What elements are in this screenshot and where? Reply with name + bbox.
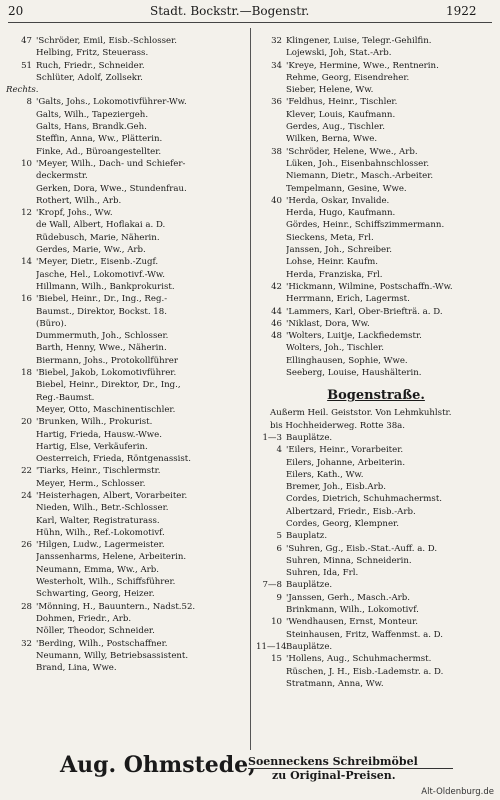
directory-entry bbox=[6, 490, 247, 502]
directory-entry bbox=[256, 293, 496, 305]
resident-text: 'Kreye, Hermine, Wwe., Rentnerin. bbox=[286, 60, 439, 71]
resident-text: Meyer, Herm., Schlosser. bbox=[36, 478, 146, 489]
house-number: 9 bbox=[276, 592, 282, 603]
resident-text: Bauplätze. bbox=[286, 641, 333, 652]
house-number: 44 bbox=[271, 306, 282, 317]
resident-text: Herda, Franziska, Frl. bbox=[286, 269, 383, 280]
header-rule bbox=[8, 22, 492, 23]
directory-entry bbox=[256, 342, 496, 354]
directory-entry bbox=[256, 84, 496, 96]
directory-entry bbox=[6, 625, 247, 637]
directory-entry bbox=[6, 170, 247, 182]
resident-text: 'Meyer, Dietr., Eisenb.-Zugf. bbox=[36, 257, 159, 268]
directory-entry bbox=[256, 506, 496, 518]
resident-text: 'Brunken, Wilh., Prokurist. bbox=[36, 417, 153, 428]
resident-text: 'Mönning, H., Bauuntern., Nadst.52. bbox=[36, 601, 196, 612]
directory-entry bbox=[256, 121, 496, 133]
directory-entry bbox=[256, 653, 496, 665]
directory-entry bbox=[256, 146, 496, 158]
resident-text: Eilers, Johanne, Arbeiterin. bbox=[286, 457, 406, 468]
directory-entry bbox=[256, 555, 496, 567]
directory-entry bbox=[256, 35, 496, 47]
resident-text: 'Feldhus, Heinr., Tischler. bbox=[286, 97, 398, 108]
directory-entry bbox=[6, 244, 247, 256]
house-number: 36 bbox=[271, 97, 282, 108]
directory-entry bbox=[256, 96, 496, 108]
advertisement bbox=[60, 752, 470, 786]
resident-text: Cordes, Dietrich, Schuhmachermst. bbox=[286, 494, 443, 505]
resident-text: Klever, Louis, Kaufmann. bbox=[286, 109, 396, 120]
directory-entry bbox=[6, 318, 247, 330]
directory-entry bbox=[6, 465, 247, 477]
right-column-bottom-entries bbox=[256, 432, 496, 690]
resident-text: 'Schröder, Helene, Wwe., Arb. bbox=[286, 146, 418, 157]
directory-entry bbox=[256, 60, 496, 72]
house-number: 42 bbox=[271, 281, 282, 292]
directory-entry bbox=[6, 478, 247, 490]
directory-entry bbox=[6, 527, 247, 539]
directory-entry bbox=[6, 515, 247, 527]
resident-text: Dummermuth, Joh., Schlosser. bbox=[36, 331, 169, 342]
house-number: 7—8 bbox=[262, 580, 282, 591]
directory-entry bbox=[6, 392, 247, 404]
resident-text: 'Suhren, Gg., Eisb.-Stat.-Auff. a. D. bbox=[286, 543, 438, 554]
resident-text: Neumann, Emma, Ww., Arb. bbox=[36, 564, 160, 575]
resident-text: Sieber, Helene, Ww. bbox=[286, 85, 374, 96]
directory-entry bbox=[6, 441, 247, 453]
directory-entry bbox=[256, 579, 496, 591]
resident-text: Gerdes, Marie, Ww., Arb. bbox=[36, 245, 146, 256]
directory-entry bbox=[256, 678, 496, 690]
advertiser-name: Aug. Ohmstede, bbox=[60, 752, 256, 778]
directory-entry bbox=[6, 232, 247, 244]
resident-text: Nieden, Wilh., Betr.-Schlosser. bbox=[36, 503, 169, 514]
resident-text: Baumst., Direktor, Bockst. 18. bbox=[36, 306, 167, 317]
directory-entry bbox=[256, 629, 496, 641]
directory-entry bbox=[256, 219, 496, 231]
watermark: Alt-Oldenburg.de bbox=[421, 787, 494, 797]
resident-text: Wolters, Joh., Tischler. bbox=[286, 343, 385, 354]
house-number: 32 bbox=[21, 638, 32, 649]
resident-text: Biebel, Heinr., Direktor, Dr., Ing., bbox=[36, 380, 181, 391]
resident-text: Rüschen, J. H., Eisb.-Lademstr. a. D. bbox=[286, 666, 444, 677]
resident-text: Schlüter, Adolf, Zollsekr. bbox=[36, 72, 143, 83]
resident-text: 'Biebel, Heinr., Dr., Ing., Reg.- bbox=[36, 294, 168, 305]
resident-text: Suhren, Ida, Frl. bbox=[286, 568, 359, 579]
resident-text: Niemann, Dietr., Masch.-Arbeiter. bbox=[286, 171, 434, 182]
side-heading: Rechts. bbox=[6, 85, 39, 96]
directory-entry bbox=[256, 281, 496, 293]
house-number: 32 bbox=[271, 36, 282, 46]
directory-entry bbox=[6, 96, 247, 108]
directory-entry bbox=[256, 481, 496, 493]
section-note-line-2: bis Hochheiderweg. Rotte 38a. bbox=[270, 420, 406, 431]
directory-entry bbox=[256, 457, 496, 469]
directory-entry bbox=[6, 379, 247, 391]
directory-entry bbox=[6, 306, 247, 318]
house-number: 10 bbox=[271, 617, 282, 628]
resident-text: Ruch, Friedr., Schneider. bbox=[36, 60, 145, 71]
directory-entry bbox=[6, 613, 247, 625]
directory-entry bbox=[6, 564, 247, 576]
resident-text: Rehme, Georg, Eisendreher. bbox=[286, 72, 410, 83]
section-title: Bogenstraße. bbox=[327, 388, 425, 404]
resident-text: Dohmen, Friedr., Arb. bbox=[36, 613, 132, 624]
house-number: 15 bbox=[271, 654, 282, 665]
directory-entry bbox=[6, 502, 247, 514]
section-note-line-1: Außerm Heil. Geiststor. Von Lehmkuhlstr. bbox=[270, 408, 452, 419]
resident-text: Rothert, Wilh., Arb. bbox=[36, 195, 122, 206]
directory-entry bbox=[6, 158, 247, 170]
resident-text: Herrmann, Erich, Lagermst. bbox=[286, 294, 410, 305]
directory-entry bbox=[256, 269, 496, 281]
directory-entry bbox=[6, 47, 247, 59]
left-column bbox=[6, 35, 247, 674]
house-number: 22 bbox=[21, 466, 32, 477]
resident-text: Suhren, Minna, Schneiderin. bbox=[286, 555, 412, 566]
resident-text: Steffin, Anna, Ww., Plätterin. bbox=[36, 134, 163, 145]
house-number: 34 bbox=[271, 60, 282, 71]
resident-text: 'Berding, Wilh., Postschaffner. bbox=[36, 638, 168, 649]
resident-text: Lohse, Heinr. Kaufm. bbox=[286, 257, 379, 268]
house-number: 14 bbox=[21, 257, 32, 268]
resident-text: Lüken, Joh., Eisenbahnschlosser. bbox=[286, 158, 430, 169]
resident-text: Tempelmann, Gesine, Wwe. bbox=[286, 183, 407, 194]
resident-text: Cordes, Georg, Klempner. bbox=[286, 518, 399, 529]
resident-text: Bauplatz. bbox=[286, 531, 328, 542]
resident-text: Oesterreich, Frieda, Röntgenassist. bbox=[36, 454, 191, 465]
directory-entry bbox=[6, 219, 247, 231]
resident-text: 'Heisterhagen, Albert, Vorarbeiter. bbox=[36, 490, 188, 501]
resident-text: Eilers, Kath., Ww. bbox=[286, 469, 364, 480]
directory-entry bbox=[256, 592, 496, 604]
resident-text: Galts, Wilh., Tapeziergeh. bbox=[36, 109, 149, 120]
resident-text: Biermann, Johs., Protokollführer bbox=[36, 355, 178, 366]
resident-text: Wilken, Berna, Wwe. bbox=[286, 134, 378, 145]
resident-text: Brinkmann, Wilh., Lokomotivf. bbox=[286, 605, 419, 616]
directory-entry bbox=[256, 444, 496, 456]
resident-text: Klingener, Luise, Telegr.-Gehilfin. bbox=[286, 36, 432, 46]
house-number: 24 bbox=[21, 490, 32, 501]
resident-text: Bremer, Joh., Eisb.Arb. bbox=[286, 482, 386, 493]
resident-text: 'Lammers, Karl, Ober-Briefträ. a. D. bbox=[286, 306, 443, 317]
directory-entry bbox=[6, 416, 247, 428]
resident-text: Bauplätze. bbox=[286, 432, 333, 443]
directory-entry bbox=[256, 207, 496, 219]
directory-entry bbox=[6, 355, 247, 367]
resident-text: Lojewski, Joh, Stat.-Arb. bbox=[286, 48, 392, 59]
directory-entry bbox=[256, 318, 496, 330]
directory-entry bbox=[256, 306, 496, 318]
resident-text: 'Hickmann, Wilmine, Postschaffn.-Ww. bbox=[286, 281, 453, 292]
house-number: 12 bbox=[21, 208, 32, 219]
resident-text: Hillmann, Wilh., Bankprokurist. bbox=[36, 281, 175, 292]
house-number: 51 bbox=[21, 60, 32, 71]
directory-entry bbox=[6, 121, 247, 133]
resident-text: Albertzard, Friedr., Eisb.-Arb. bbox=[286, 506, 416, 517]
resident-text: Janssenharms, Helene, Arbeiterin. bbox=[36, 552, 187, 563]
directory-entry bbox=[6, 638, 247, 650]
resident-text: 'Hilgen, Ludw., Lagermeister. bbox=[36, 540, 165, 551]
house-number: 26 bbox=[21, 540, 32, 551]
resident-text: 'Janssen, Gerh., Masch.-Arb. bbox=[286, 592, 411, 603]
directory-entry bbox=[6, 650, 247, 662]
house-number: 1—3 bbox=[262, 432, 282, 443]
resident-text: Gerken, Dora, Wwe., Stundenfrau. bbox=[36, 183, 187, 194]
directory-entry bbox=[256, 355, 496, 367]
resident-text: Schwarting, Georg, Heizer. bbox=[36, 589, 155, 600]
resident-text: Rüdebusch, Marie, Näherin. bbox=[36, 232, 160, 243]
directory-entry bbox=[6, 195, 247, 207]
running-title: Stadt. Bockstr.—Bogenstr. bbox=[150, 4, 310, 18]
directory-entry bbox=[6, 133, 247, 145]
right-column-top-entries bbox=[256, 35, 496, 379]
resident-text: Sieckens, Meta, Frl. bbox=[286, 232, 374, 243]
resident-text: Janssen, Joh., Schreiber. bbox=[286, 245, 393, 256]
directory-entry bbox=[6, 367, 247, 379]
resident-text: Seeberg, Louise, Haushälterin. bbox=[286, 368, 422, 379]
house-number: 38 bbox=[271, 146, 282, 157]
directory-entry bbox=[6, 84, 247, 96]
directory-entry bbox=[256, 493, 496, 505]
resident-text: Hartig, Else, Verkäuferin. bbox=[36, 441, 148, 452]
directory-entry bbox=[256, 244, 496, 256]
resident-text: Gördes, Heinr., Schiffszimmermann. bbox=[286, 220, 445, 231]
directory-entry bbox=[6, 576, 247, 588]
house-number: 10 bbox=[21, 158, 32, 169]
directory-entry bbox=[256, 183, 496, 195]
directory-entry bbox=[256, 518, 496, 530]
resident-text: Karl, Walter, Registraturass. bbox=[36, 515, 160, 526]
resident-text: Jasche, Hel., Lokomotivf.-Ww. bbox=[36, 269, 165, 280]
house-number: 46 bbox=[271, 318, 282, 329]
house-number: 18 bbox=[21, 368, 32, 379]
resident-text: Ellinghausen, Sophie, Wwe. bbox=[286, 355, 408, 366]
house-number: 28 bbox=[21, 601, 32, 612]
directory-entry bbox=[6, 183, 247, 195]
house-number: 16 bbox=[21, 294, 32, 305]
directory-entry bbox=[6, 207, 247, 219]
directory-entry bbox=[256, 330, 496, 342]
resident-text: Galts, Hans, Brandk.Geh. bbox=[36, 122, 147, 133]
resident-text: deckermstr. bbox=[36, 171, 88, 182]
directory-entry bbox=[256, 256, 496, 268]
directory-entry bbox=[256, 469, 496, 481]
directory-entry bbox=[256, 666, 496, 678]
resident-text: 'Galts, Johs., Lokomotivführer-Ww. bbox=[36, 97, 187, 108]
directory-entry bbox=[6, 269, 247, 281]
directory-entry bbox=[6, 35, 247, 47]
directory-entry bbox=[256, 641, 496, 653]
resident-text: Reg.-Baumst. bbox=[36, 392, 95, 403]
resident-text: Bauplätze. bbox=[286, 580, 333, 591]
house-number: 5 bbox=[276, 531, 282, 542]
directory-entry bbox=[6, 404, 247, 416]
directory-entry bbox=[6, 330, 247, 342]
directory-entry bbox=[6, 281, 247, 293]
directory-entry bbox=[256, 232, 496, 244]
resident-text: Neumann, Willy, Betriebsassistent. bbox=[36, 650, 189, 661]
house-number: 47 bbox=[21, 36, 32, 46]
resident-text: Brand, Lina, Wwe. bbox=[36, 663, 117, 674]
house-number: 6 bbox=[276, 543, 282, 554]
directory-entry bbox=[6, 146, 247, 158]
directory-entry bbox=[256, 195, 496, 207]
directory-entry bbox=[256, 133, 496, 145]
directory-entry bbox=[6, 342, 247, 354]
directory-entry bbox=[256, 530, 496, 542]
resident-text: Nöller, Theodor, Schneider. bbox=[36, 626, 155, 637]
resident-text: 'Eilers, Heinr., Vorarbeiter. bbox=[286, 445, 404, 456]
house-number: 40 bbox=[271, 195, 282, 206]
resident-text: Stratmann, Anna, Ww. bbox=[286, 678, 384, 689]
advertisement-line-1: Soenneckens Schreibmöbel bbox=[248, 755, 418, 768]
resident-text: Helbing, Fritz, Steuerass. bbox=[36, 48, 149, 59]
directory-entry bbox=[256, 367, 496, 379]
resident-text: Barth, Henny, Wwe., Näherin. bbox=[36, 343, 167, 354]
house-number: 8 bbox=[26, 97, 32, 108]
house-number: 11—14 bbox=[256, 641, 287, 652]
resident-text: Hühn, Wilh., Ref.-Lokomotivf. bbox=[36, 527, 165, 538]
resident-text: 'Meyer, Wilh., Dach- und Schiefer- bbox=[36, 158, 186, 169]
resident-text: de Wall, Albert, Hoflakai a. D. bbox=[36, 220, 166, 231]
directory-entry bbox=[6, 429, 247, 441]
page-year: 1922 bbox=[446, 4, 477, 18]
directory-entry bbox=[256, 109, 496, 121]
resident-text: (Büro). bbox=[36, 318, 67, 329]
resident-text: 'Herda, Oskar, Invalide. bbox=[286, 195, 390, 206]
resident-text: Gerdes, Aug., Tischler. bbox=[286, 122, 385, 133]
resident-text: 'Hollens, Aug., Schuhmachermst. bbox=[286, 654, 432, 665]
directory-entry bbox=[6, 551, 247, 563]
directory-entry bbox=[256, 543, 496, 555]
directory-entry bbox=[6, 453, 247, 465]
house-number: 20 bbox=[21, 417, 32, 428]
directory-entry bbox=[256, 158, 496, 170]
directory-entry bbox=[6, 662, 247, 674]
resident-text: Steinhausen, Fritz, Waffenmst. a. D. bbox=[286, 629, 443, 640]
resident-text: 'Schröder, Emil, Eisb.-Schlosser. bbox=[36, 36, 178, 46]
resident-text: 'Kropf, Johs., Ww. bbox=[36, 208, 113, 219]
resident-text: 'Tiarks, Heinr., Tischlermstr. bbox=[36, 466, 161, 477]
directory-entry bbox=[6, 72, 247, 84]
directory-entry bbox=[6, 293, 247, 305]
resident-text: Westerholt, Wilh., Schiffsführer. bbox=[36, 577, 176, 588]
directory-entry bbox=[256, 47, 496, 59]
directory-entry bbox=[6, 109, 247, 121]
directory-entry bbox=[256, 432, 496, 444]
directory-entry bbox=[6, 601, 247, 613]
resident-text: Finke, Ad., Büroangestellter. bbox=[36, 146, 162, 157]
page-number: 20 bbox=[8, 4, 24, 18]
directory-entry bbox=[256, 170, 496, 182]
resident-text: 'Niklast, Dora, Ww. bbox=[286, 318, 370, 329]
directory-entry bbox=[6, 539, 247, 551]
directory-entry bbox=[256, 567, 496, 579]
resident-text: Herda, Hugo, Kaufmann. bbox=[286, 208, 396, 219]
resident-text: 'Wendhausen, Ernst, Monteur. bbox=[286, 617, 419, 628]
resident-text: Meyer, Otto, Maschinentischler. bbox=[36, 404, 176, 415]
resident-text: Hartig, Frieda, Hausw.-Wwe. bbox=[36, 429, 162, 440]
directory-entry bbox=[6, 588, 247, 600]
house-number: 4 bbox=[276, 445, 282, 456]
advertisement-line-2: zu Original-Preisen. bbox=[272, 769, 396, 782]
directory-entry bbox=[6, 60, 247, 72]
right-column bbox=[256, 35, 496, 690]
resident-text: 'Wolters, Luitje, Lackfiedemstr. bbox=[286, 331, 422, 342]
directory-entry bbox=[256, 616, 496, 628]
column-divider bbox=[250, 28, 251, 750]
directory-entry bbox=[6, 256, 247, 268]
directory-entry bbox=[256, 604, 496, 616]
directory-entry bbox=[256, 72, 496, 84]
resident-text: 'Biebel, Jakob, Lokomotivführer. bbox=[36, 368, 177, 379]
house-number: 48 bbox=[271, 331, 282, 342]
